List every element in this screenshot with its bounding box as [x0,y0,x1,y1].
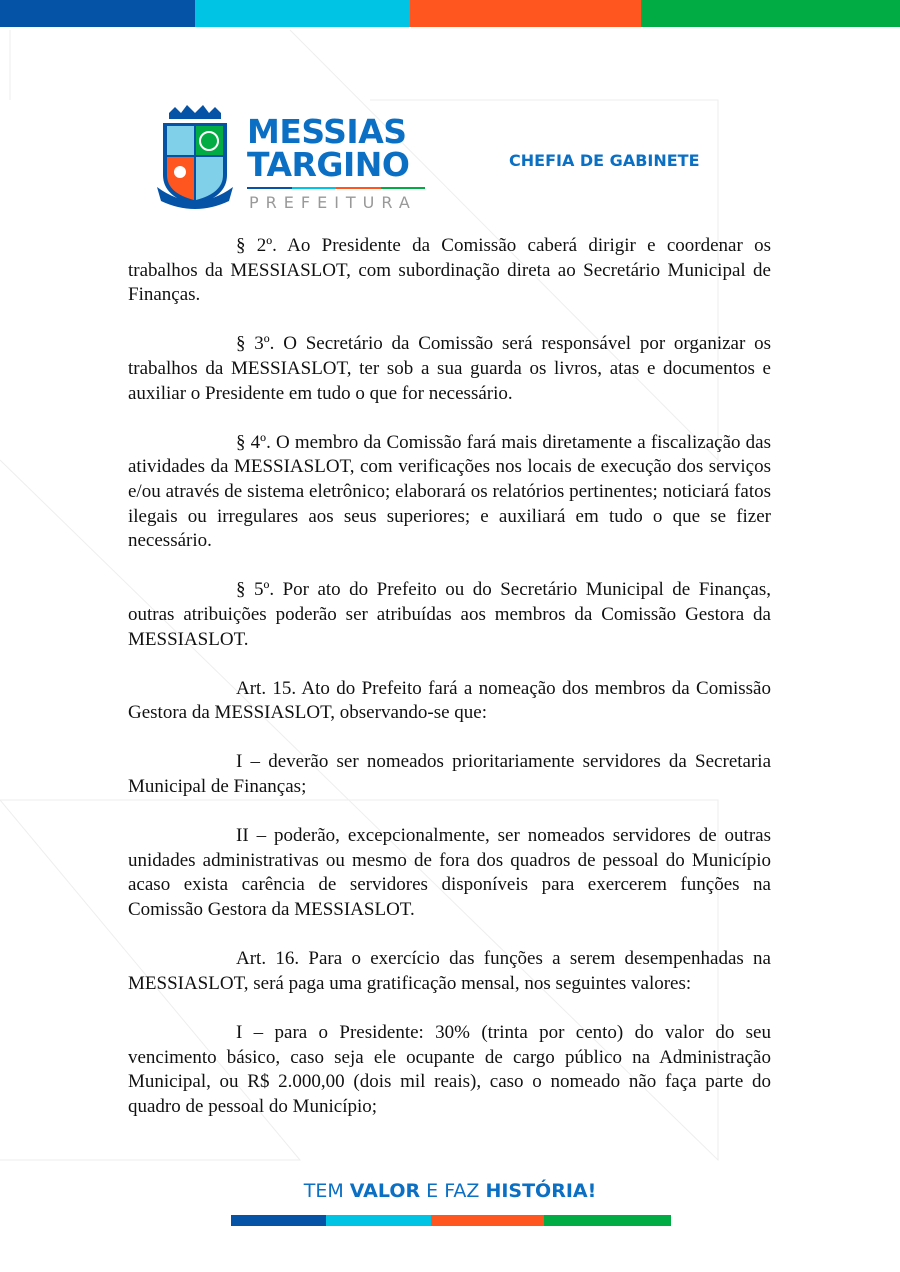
prefeitura-logo [155,105,425,215]
footer-slogan [0,1180,900,1202]
paragraph: Art. 16. Para o exercício das funções a serem desempenhadas na MESSIASLOT, será paga uma gratificação mensal, nos seguintes valores: [128,948,771,994]
top-color-bar [0,0,900,27]
paragraph: § 3º. O Secretário da Comissão será responsável por organizar os trabalhos da MESSIASLOT, ter sob a sua guarda os livros, atas e documentos e auxiliar o Presidente em tudo o que for necessário. [128,333,771,404]
brand-name [247,112,410,184]
slogan-part: TEM [303,1180,350,1202]
slogan-part: E FAZ [420,1180,486,1202]
footer-color-bar [231,1215,671,1226]
coat-of-arms-icon [155,105,235,210]
paragraph: § 4º. O membro da Comissão fará mais diretamente a fiscalização das atividades da MESSIASLOT, com verificações nos locais de execução dos serviços e/ou através de sistema eletrônico; elaborará os relatórios pertinentes; noticiará fatos ilegais ou irregulares aos seus superiores; e auxiliará em tudo o que se fizer necessário. [128,431,771,552]
paragraph: § 5º. Por ato do Prefeito ou do Secretário Municipal de Finanças, outras atribuições poderão ser atribuídas aos membros da Comissão Gestora da MESSIASLOT. [128,579,771,650]
paragraph: § 2º. Ao Presidente da Comissão caberá dirigir e coordenar os trabalhos da MESSIASLOT, com subordinação direta ao Secretário Municipal de Finanças. [128,235,771,306]
paragraph: I – para o Presidente: 30% (trinta por cento) do valor do seu vencimento básico, caso seja ele ocupante de cargo público na Administração Municipal, ou R$ 2.000,00 (dois mil reais), caso o nomeado não faça parte do quadro de pessoal do Município; [128,1022,771,1117]
brand-divider [247,187,425,189]
paragraph: I – deverão ser nomeados prioritariamente servidores da Secretaria Municipal de Finanças; [128,751,771,798]
slogan-part: VALOR [349,1180,421,1202]
brand-subtitle: PREFEITURA [249,193,417,212]
slogan-part: HISTÓRIA! [485,1180,597,1202]
document-body [128,234,771,1144]
brand-line-2: TARGINO [247,145,410,184]
paragraph: II – poderão, excepcionalmente, ser nomeados servidores de outras unidades administrativas ou mesmo de fora dos quadros de pessoal do Município acaso exista carência de servidores disponíveis para exercerem funções na Comissão Gestora da MESSIASLOT. [128,825,771,921]
brand-line-1: MESSIAS [247,112,407,151]
department-title: CHEFIA DE GABINETE [509,151,700,170]
paragraph: Art. 15. Ato do Prefeito fará a nomeação dos membros da Comissão Gestora da MESSIASLOT, observando-se que: [128,677,771,724]
